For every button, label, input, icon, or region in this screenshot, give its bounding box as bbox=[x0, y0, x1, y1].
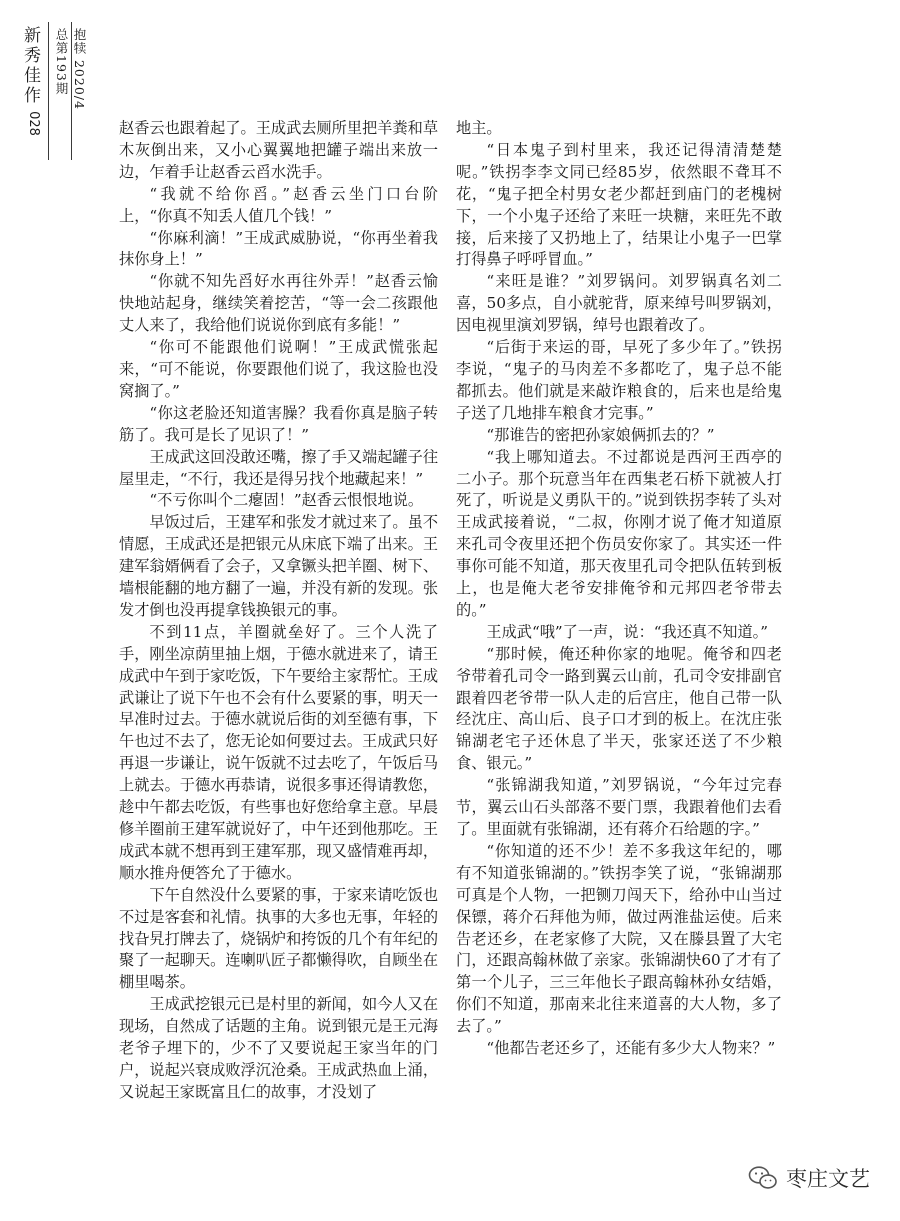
paragraph: “日本鬼子到村里来，我还记得清清楚楚呢。”铁拐李李文同已经85岁，依然眼不聋耳不花，“鬼子把全村男女老少都赶到庙门的老槐树下，一个小鬼子还给了来旺一块糖，来旺先不敢接，后来接了又扔地上了，结果让小鬼子一巴掌打得鼻子呼呼冒血。” bbox=[456, 140, 782, 269]
paragraph: 王成武这回没敢还嘴，擦了手又端起罐子往屋里走，“不行，我还是得另找个地藏起来！” bbox=[119, 447, 438, 488]
paragraph: “他都告老还乡了，还能有多少大人物来？” bbox=[486, 1039, 776, 1058]
page-number bbox=[20, 111, 46, 136]
paragraph: 地主。 bbox=[456, 119, 502, 137]
paragraph: “你麻利滴！”王成武威胁说，“你再坐着我抹你身上！” bbox=[119, 228, 438, 269]
issue-info bbox=[52, 28, 88, 110]
issue-total: 总第193期 bbox=[54, 28, 69, 96]
paragraph: “后街于来运的哥，早死了多少年了。”铁拐李说，“鬼子的马肉差不多都吃了，鬼子总不能都抓去。他们就是来敲诈粮食的，后来也是给鬼子送了几地排车粮食才完事。” bbox=[456, 338, 782, 422]
paragraph: “你知道的还不少！差不多我这年纪的，哪有不知道张锦湖的。”铁拐李笑了说，“张锦湖那可真是个人物，一把铡刀闯天下，给孙中山当过保镖，蒋介石拜他为师，做过两淮盐运使。后来告老还乡，在老家修了大院，又在滕县置了大宅门，还跟高翰林做了亲家。张锦湖快60了才有了第一个儿子，三三年他长子跟高翰林孙女结婚，你们不知道，那南来北往来道喜的大人物，多了去了。” bbox=[456, 841, 782, 1036]
paragraph: 下午自然没什么要紧的事，于家来请吃饭也不过是客套和礼情。执事的大多也无事，年轻的找旮旯打牌去了，烧锅炉和挎饭的几个有年纪的聚了一起聊天。连喇叭匠子都懒得吹，自顾坐在棚里喝茶。 bbox=[119, 885, 438, 992]
left-column bbox=[119, 118, 438, 1104]
paragraph: 王成武挖银元已是村里的新闻，如今人又在现场，自然成了话题的主角。说到银元是王元海老爷子埋下的，少不了又要说起王家当年的门户，说起兴衰成败浮沉沧桑。王成武热血上涌，又说起王家既富且仁的故事，才没划了 bbox=[119, 995, 438, 1101]
section-title: 新秀佳作 bbox=[24, 26, 42, 106]
paragraph: 王成武“哦”了一声，说：“我还真不知道。” bbox=[486, 622, 769, 641]
paragraph: “你这老脸还知道害臊？我看你真是脑子转筋了。我可是长了见识了！” bbox=[119, 403, 438, 444]
watermark bbox=[748, 1163, 870, 1193]
paragraph: “你可不能跟他们说啊！”王成武慌张起来，“可不能说，你要跟他们说了，我这脸也没窝搁了。” bbox=[119, 338, 438, 400]
paragraph: “那时候，俺还种你家的地呢。俺爷和四老爷带着孔司令一路到翼云山前，孔司令安排副官跟着四老爷带一队人走的后宫庄，他自己带一队经沈庄、高山后、良子口才到的板上。在沈庄张锦湖老宅子还休息了半天，张家还送了不少粮食、银元。” bbox=[456, 644, 782, 773]
page-number-text: 028 bbox=[25, 111, 41, 136]
right-column bbox=[456, 118, 782, 1060]
paragraph: “张锦湖我知道，”刘罗锅说，“今年过完春节，翼云山石头部落不要门票，我跟着他们去看了。里面就有张锦湖，还有蒋介石给题的字。” bbox=[456, 776, 782, 838]
sidebar-divider-left bbox=[48, 22, 49, 160]
paragraph: “来旺是谁？”刘罗锅问。刘罗锅真名刘二喜，50多点，自小就驼背，原来绰号叫罗锅刘，因电视里演刘罗锅，绰号也跟着改了。 bbox=[456, 272, 782, 335]
paragraph: 赵香云也跟着起了。王成武去厕所里把羊粪和草木灰倒出来，又小心翼翼地把罐子端出来放一边，乍着手让赵香云舀水洗手。 bbox=[119, 119, 438, 181]
paragraph: “不亏你叫个二瘪固！”赵香云恨恨地说。 bbox=[149, 491, 424, 510]
paragraph: “我上哪知道去。不过都说是西河王西亭的二小子。那个玩意当年在西集老石桥下就被人打死了，听说是义勇队干的。”说到铁拐李转了头对王成武接着说，“二叔，你刚才说了俺才知道原来孔司令夜里还把个伤员安你家了。其实还一件事你可能不知道，那天夜里孔司令把队伍转到板上，也是俺大老爷安排俺爷和元邦四老爷带去的。” bbox=[456, 447, 782, 619]
journal-issue: 抱犊 2020/4 bbox=[72, 28, 87, 110]
paragraph: 不到11点，羊圈就垒好了。三个人洗了手，刚坐凉荫里抽上烟，于德水就进来了，请王成武中午到于家吃饭，下午要给主家帮忙。王成武谦让了说下午也不会有什么要紧的事，明天一早准时过去。于德水就说后街的刘至德有事，下午也过不去了，您无论如何要过去。王成武只好再退一步谦让，说午饭就不过去吃了，午饭后马上就去。于德水再恭请，说很多事还得请教您，趁中午都去吃饭，有些事也好您给拿主意。早晨修羊圈前王建军就说好了，中午还到他那吃。王成武本就不想再到王建军那，现又盛情难再却，顺水推舟便答允了于德水。 bbox=[119, 622, 438, 882]
paragraph: 早饭过后，王建军和张发才就过来了。虽不情愿，王成武还是把银元从床底下端了出来。王建军翁婿俩看了会子，又拿镢头把羊圈、树下、墙根能翻的地方翻了一遍，并没有新的发现。张发才倒也没再提拿钱换银元的事。 bbox=[119, 513, 438, 619]
wechat-icon bbox=[748, 1165, 778, 1191]
paragraph: “你就不知先舀好水再往外弄！”赵香云愉快地站起身，继续笑着挖苦，“等一会二孩跟他丈人来了，我给他们说说你到底有多能！” bbox=[119, 272, 438, 335]
paragraph: “那谁告的密把孙家娘俩抓去的？” bbox=[486, 425, 715, 444]
watermark-text: 枣庄文艺 bbox=[786, 1167, 870, 1191]
paragraph: “我就不给你舀。”赵香云坐门口台阶上，“你真不知丢人值几个钱！” bbox=[119, 184, 438, 225]
